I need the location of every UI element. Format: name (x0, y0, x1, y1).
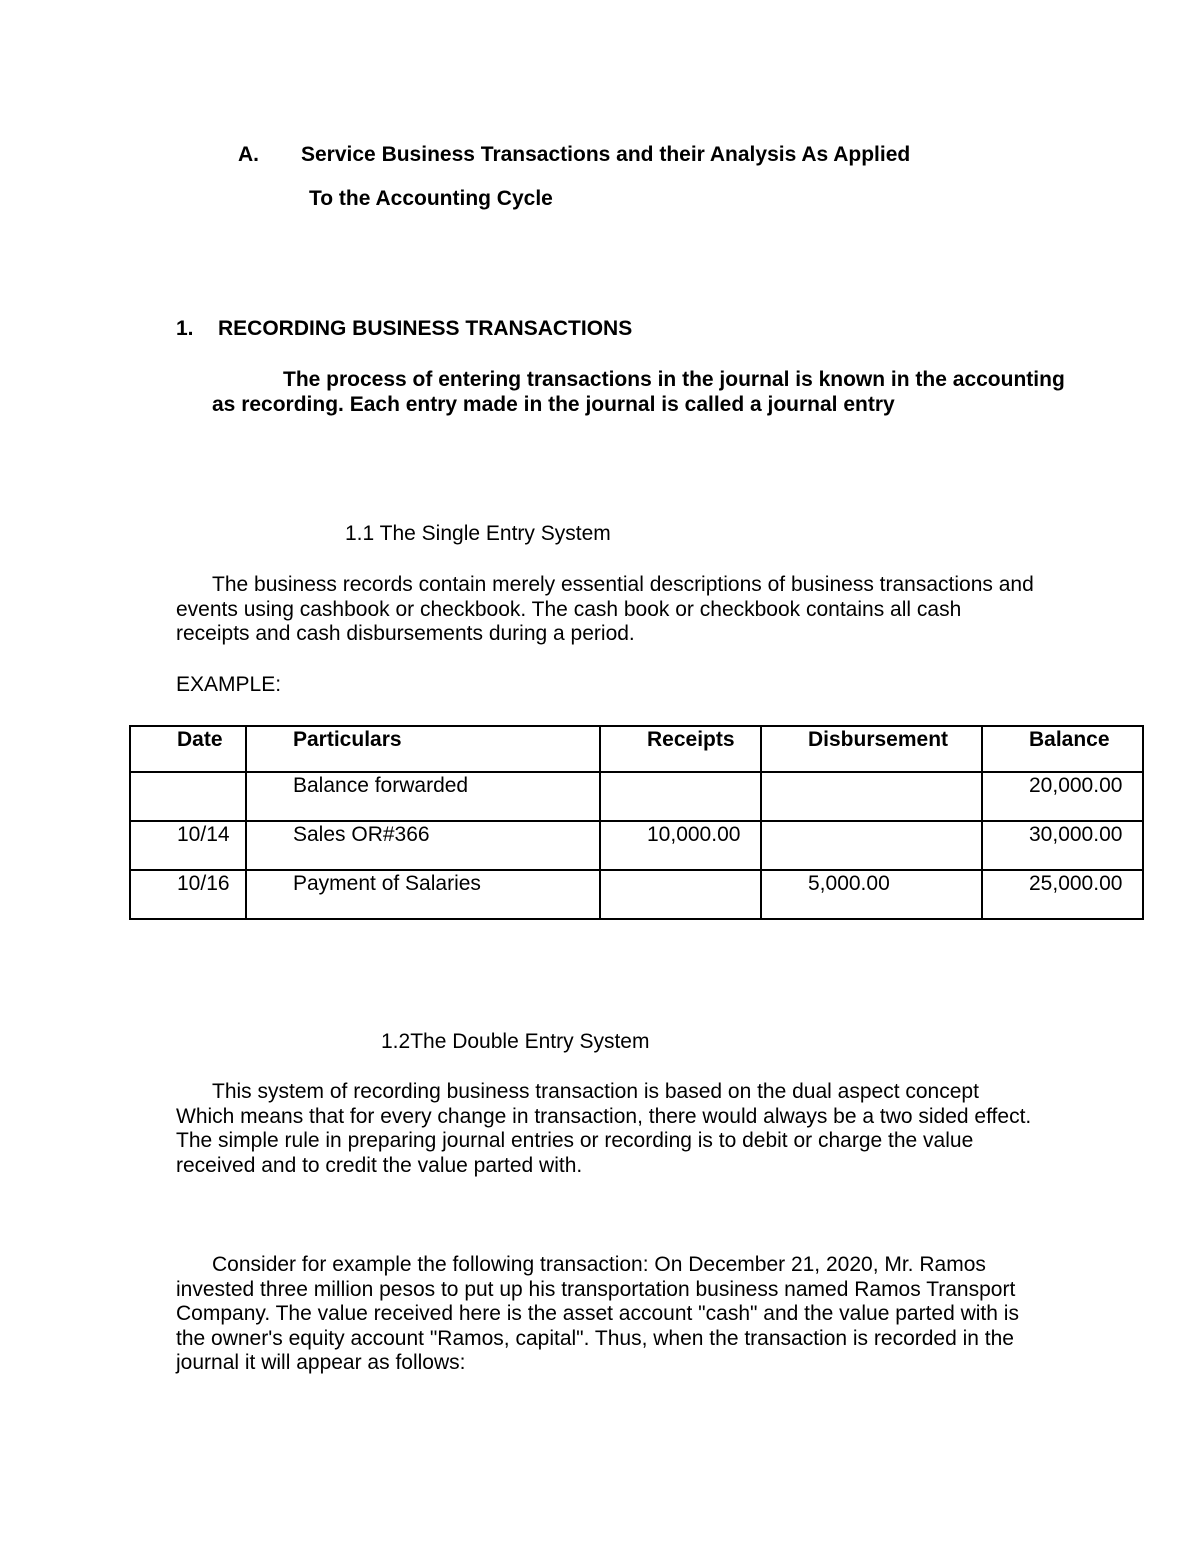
header-particulars: Particulars (246, 726, 600, 772)
cell-date: 10/16 (130, 870, 246, 919)
table-row (130, 821, 1143, 870)
double-entry-text-3: The simple rule in preparing journal entries or recording is to debit or charge the value received and to credit the value parted with. (176, 1129, 974, 1177)
single-entry-paragraph-text: The business records contain merely essential descriptions of business transactions and events using cashbook or checkbook. The cash book or checkbook contains all cash receipts and cash disbursements during a period. (176, 573, 1034, 645)
double-entry-heading: 1.2The Double Entry System (381, 1030, 650, 1053)
table-row (130, 870, 1143, 919)
double-entry-paragraph (176, 1080, 1036, 1178)
example-transaction-text: Consider for example the following transaction: On December 21, 2020, Mr. Ramos invested three million pesos to put up his transportation business named Ramos Transport Company. The value received here is the asset account "cash" and the value parted with is the owner's equity account "Ramos, capital". Thus, when the transaction is recorded in the journal it will appear as follows: (176, 1253, 1019, 1374)
section-1-intro: The process of entering transactions in the journal is known in the accounting as recording. Each entry made in the journal is called a journal entry (212, 368, 1065, 416)
cell-receipts: 10,000.00 (600, 821, 761, 870)
example-transaction-paragraph (176, 1253, 1036, 1376)
example-label: EXAMPLE: (176, 673, 282, 696)
cell-particulars: Balance forwarded (246, 772, 600, 821)
section-a-title-line2: To the Accounting Cycle (309, 187, 553, 210)
cell-date: 10/14 (130, 821, 246, 870)
cell-disbursement (761, 821, 982, 870)
header-date: Date (130, 726, 246, 772)
header-balance: Balance (982, 726, 1143, 772)
double-entry-text-1: This system of recording business transaction is based on the dual aspect concept (212, 1080, 979, 1103)
section-1-title: RECORDING BUSINESS TRANSACTIONS (218, 317, 633, 340)
cell-date (130, 772, 246, 821)
cell-balance: 25,000.00 (982, 870, 1143, 919)
cell-disbursement (761, 772, 982, 821)
cell-balance: 20,000.00 (982, 772, 1143, 821)
cell-disbursement: 5,000.00 (761, 870, 982, 919)
section-a-title-line1: Service Business Transactions and their Analysis As Applied (301, 143, 911, 166)
cell-receipts (600, 870, 761, 919)
double-entry-text-2: Which means that for every change in transaction, there would always be a two sided effect. (176, 1104, 1032, 1128)
table-row (130, 772, 1143, 821)
cashbook-table (129, 725, 1144, 920)
cell-particulars: Sales OR#366 (246, 821, 600, 870)
header-receipts: Receipts (600, 726, 761, 772)
table-header-row (130, 726, 1143, 772)
single-entry-paragraph (176, 573, 1036, 647)
header-disbursement: Disbursement (761, 726, 982, 772)
single-entry-heading: 1.1 The Single Entry System (345, 522, 611, 545)
section-1-number: 1. (176, 317, 194, 340)
cell-balance: 30,000.00 (982, 821, 1143, 870)
section-a-letter: A. (238, 143, 259, 166)
cell-receipts (600, 772, 761, 821)
cell-particulars: Payment of Salaries (246, 870, 600, 919)
double-entry-line-1 (176, 1080, 1036, 1105)
